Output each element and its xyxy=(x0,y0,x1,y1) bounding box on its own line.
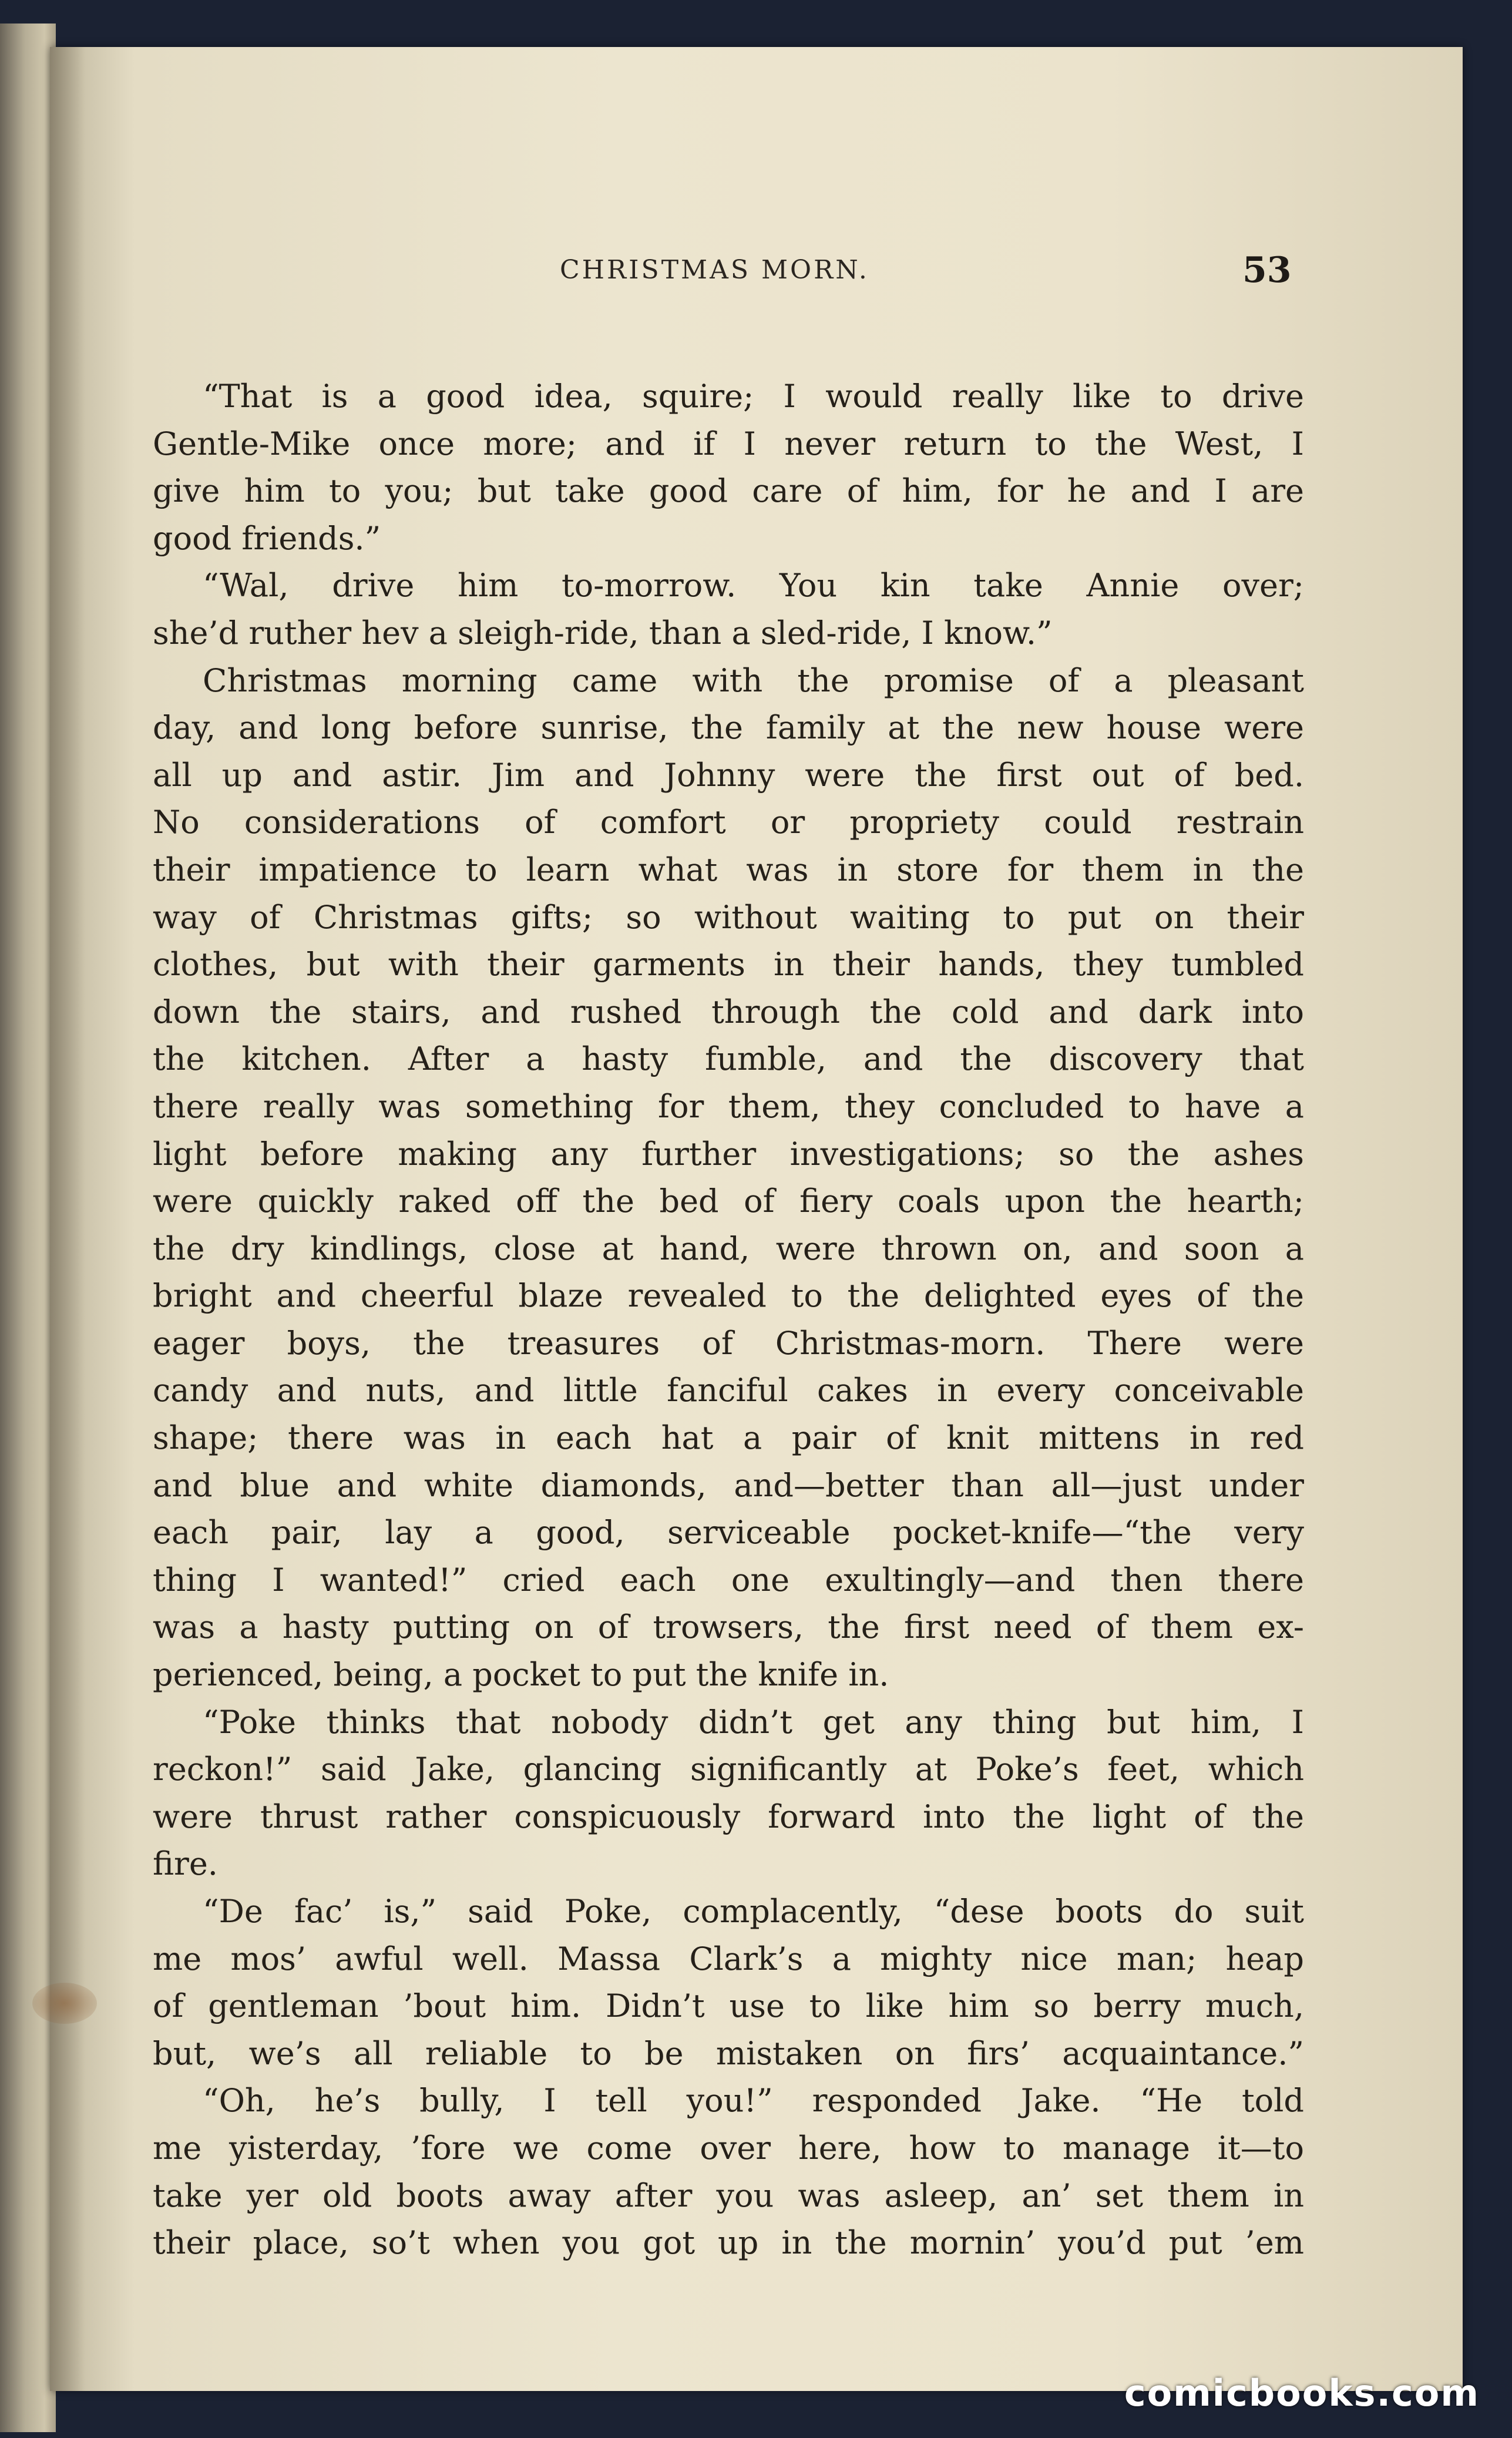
text-line: thing I wanted!” cried each one exultingly—and then there xyxy=(153,1561,1304,1599)
text-line: of gentleman ’bout him. Didn’t use to like him so berry much, xyxy=(153,1987,1304,2025)
text-line: “Oh, he’s bully, I tell you!” responded Jake. “He told xyxy=(203,2082,1304,2120)
margin-stain xyxy=(32,1983,97,2024)
text-line: their place, so’t when you got up in the mornin’ you’d put ’em xyxy=(153,2224,1304,2262)
left-page-edge xyxy=(0,23,56,2432)
text-line: shape; there was in each hat a pair of knit mittens in red xyxy=(153,1419,1304,1457)
text-line: candy and nuts, and little fanciful cakes in every conceivable xyxy=(153,1372,1304,1409)
text-line: take yer old boots away after you was asleep, an’ set them in xyxy=(153,2177,1304,2214)
text-line: “That is a good idea, squire; I would really like to drive xyxy=(203,378,1304,415)
text-line: clothes, but with their garments in their hands, they tumbled xyxy=(153,946,1304,983)
text-line: way of Christmas gifts; so without waiting to put on their xyxy=(153,898,1304,936)
text-line: good friends.” xyxy=(153,519,381,557)
book-page xyxy=(50,47,1463,2391)
text-line: each pair, lay a good, serviceable pocket-knife—“the very xyxy=(153,1514,1304,1552)
text-line: fire. xyxy=(153,1845,218,1883)
text-line: but, we’s all reliable to be mistaken on firs’ acquaintance.” xyxy=(153,2034,1304,2072)
text-line: were quickly raked off the bed of fiery coals upon the hearth; xyxy=(153,1183,1304,1220)
text-line: “Wal, drive him to-morrow. You kin take Annie over; xyxy=(203,567,1304,605)
running-title: CHRISTMAS MORN. xyxy=(560,255,869,285)
text-line: were thrust rather conspicuously forward into the light of the xyxy=(153,1798,1304,1835)
text-line: Gentle-Mike once more; and if I never return to the West, I xyxy=(153,425,1304,462)
text-line: give him to you; but take good care of him, for he and I are xyxy=(153,472,1304,510)
text-line: No considerations of comfort or propriety could restrain xyxy=(153,804,1304,841)
text-line: there really was something for them, they concluded to have a xyxy=(153,1087,1304,1125)
text-line: reckon!” said Jake, glancing significantly at Poke’s feet, which xyxy=(153,1751,1304,1788)
text-line: “De fac’ is,” said Poke, complacently, “dese boots do suit xyxy=(203,1893,1304,1930)
watermark: comicbooks.com xyxy=(1124,2372,1480,2415)
text-line: Christmas morning came with the promise of a pleasant xyxy=(203,661,1304,699)
text-line: and blue and white diamonds, and—better than all—just under xyxy=(153,1466,1304,1504)
text-line: bright and cheerful blaze revealed to the delighted eyes of the xyxy=(153,1277,1304,1315)
text-line: perienced, being, a pocket to put the knife in. xyxy=(153,1656,889,1694)
text-line: day, and long before sunrise, the family at the new house were xyxy=(153,709,1304,747)
text-line: me mos’ awful well. Massa Clark’s a mighty nice man; heap xyxy=(153,1940,1304,1977)
text-line: me yisterday, ’fore we come over here, how to manage it—to xyxy=(153,2129,1304,2167)
text-line: eager boys, the treasures of Christmas-morn. There were xyxy=(153,1324,1304,1362)
spine-shadow xyxy=(50,47,85,2391)
text-line: “Poke thinks that nobody didn’t get any thing but him, I xyxy=(203,1703,1304,1741)
text-line: the kitchen. After a hasty fumble, and the discovery that xyxy=(153,1040,1304,1078)
text-line: all up and astir. Jim and Johnny were the first out of bed. xyxy=(153,756,1304,794)
body-text xyxy=(153,373,1304,2267)
text-line: light before making any further investigations; so the ashes xyxy=(153,1135,1304,1173)
text-line: she’d ruther hev a sleigh-ride, than a sled-ride, I know.” xyxy=(153,614,1053,652)
text-line: was a hasty putting on of trowsers, the first need of them ex- xyxy=(153,1608,1304,1646)
text-line: down the stairs, and rushed through the cold and dark into xyxy=(153,993,1304,1030)
text-line: the dry kindlings, close at hand, were thrown on, and soon a xyxy=(153,1230,1304,1267)
running-head xyxy=(50,241,1463,300)
page-number: 53 xyxy=(1242,250,1292,291)
text-line: their impatience to learn what was in store for them in the xyxy=(153,851,1304,888)
